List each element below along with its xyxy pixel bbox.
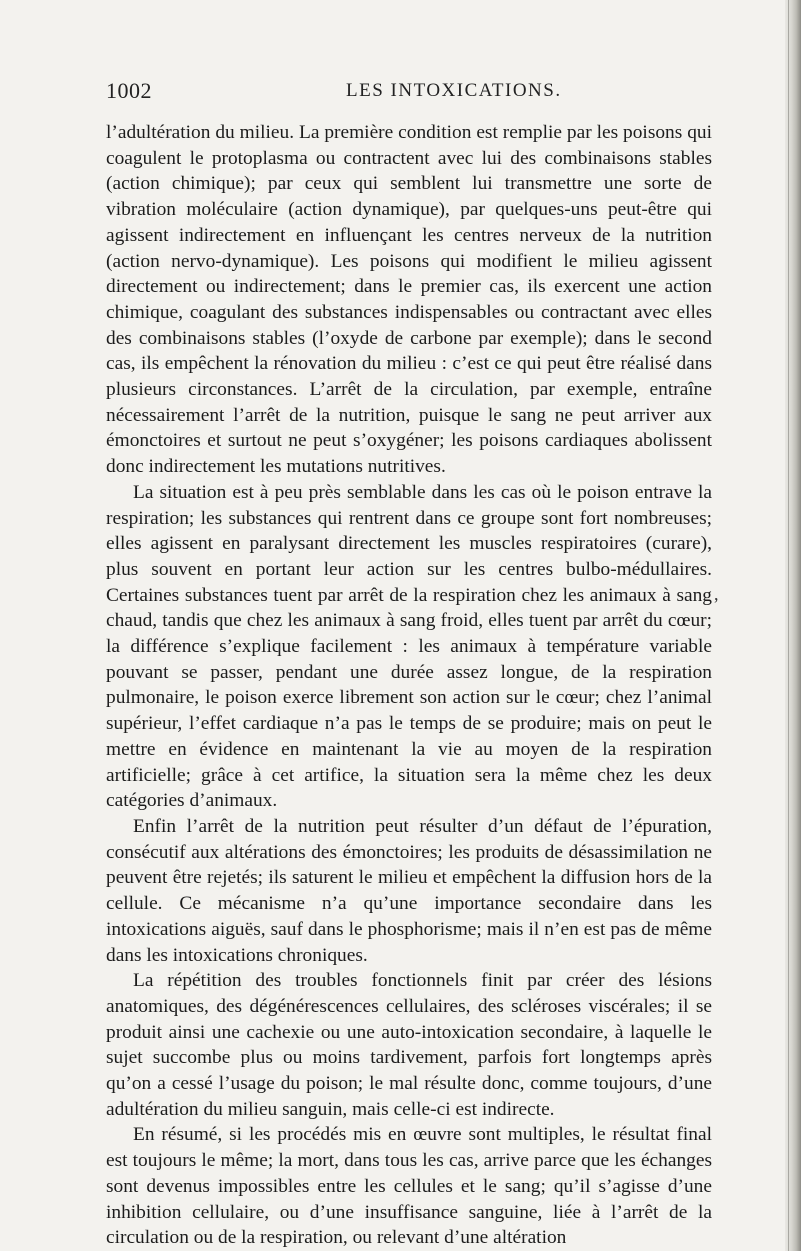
body-text (106, 120, 712, 1251)
page-number: 1002 (106, 78, 152, 103)
page-header (106, 78, 712, 108)
paragraph: l’adultération du milieu. La première condition est remplie par les poisons qui coagulent le protoplasma ou contractent avec lui des combinaisons stables (action chimique); par ceux qui semblent lui transmettre une sorte de vibration moléculaire (action dynamique), par quelques-uns peut-être qui agissent indirectement en influençant les centres nerveux de la nutrition (action nervo-dynamique). Les poisons qui modifient le milieu agissent directement ou indirectement; dans le premier cas, ils exercent une action chimique, coagulant des substances indispensables ou contractant avec elles des combinaisons stables (l’oxyde de carbone par exemple); dans le second cas, ils empêchent la rénovation du milieu : c’est ce qui peut être réalisé dans plusieurs circonstances. L’arrêt de la circulation, par exemple, entraîne nécessairement l’arrêt de la nutrition, puisque le sang ne peut arriver aux émonctoires et surtout ne peut s’oxygéner; les poisons cardiaques abolissent donc indirectement les mutations nutritives. (106, 122, 712, 478)
paragraph: En résumé, si les procédés mis en œuvre sont multiples, le résultat final est toujours le même; la mort, dans tous les cas, arrive parce que les échanges sont devenus impossibles entre les cellules et le sang; qu’il s’agisse d’une inhibition cellulaire, ou d’une insuffisance sanguine, liée à l’arrêt de la circulation ou de la respiration, ou relevant d’une altération (106, 1124, 712, 1249)
paragraph: La répétition des troubles fonctionnels finit par créer des lésions anatomiques, des dégénérescences cellulaires, des scléroses viscérales; il se produit ainsi une cachexie ou une auto-intoxication secondaire, à laquelle le sujet succombe plus ou moins tardivement, parfois fort longtemps après qu’on a cessé l’usage du poison; le mal résulte donc, comme toujours, d’une adultération du milieu sanguin, mais celle-ci est indirecte. (106, 970, 712, 1120)
page-edge-line (788, 0, 789, 1251)
margin-mark: , (714, 584, 719, 604)
paragraph: La situation est à peu près semblable dans les cas où le poison entrave la respiration; les substances qui rentrent dans ce groupe sont fort nombreuses; elles agissent en paralysant directement les muscles respiratoires (curare), plus souvent en portant leur action sur les centres bulbo-médullaires. Certaines substances tuent par arrêt de la respiration chez les animaux à sang chaud, tandis que chez les animaux à sang froid, elles tuent par arrêt du cœur; la différence s’explique facilement : les animaux à température variable pouvant se passer, pendant une durée assez longue, de la respiration pulmonaire, le poison exerce librement son action sur le cœur; chez l’animal supérieur, l’effet cardiaque n’a pas le temps de se produire; mais on peut le mettre en évidence en maintenant la vie au moyen de la respiration artificielle; grâce à cet artifice, la situation sera la même chez les deux catégories d’animaux. (106, 481, 712, 812)
paragraph: Enfin l’arrêt de la nutrition peut résulter d’un défaut de l’épuration, consécutif aux altérations des émonctoires; les produits de désassimilation ne peuvent être rejetés; ils saturent le milieu et empêchent la diffusion hors de la cellule. Ce mécanisme n’a qu’une importance secondaire dans les intoxications aiguës, sauf dans le phosphorisme; mais il n’en est pas de même dans les intoxications chroniques. (106, 815, 712, 966)
running-title: LES INTOXICATIONS. (346, 80, 562, 101)
